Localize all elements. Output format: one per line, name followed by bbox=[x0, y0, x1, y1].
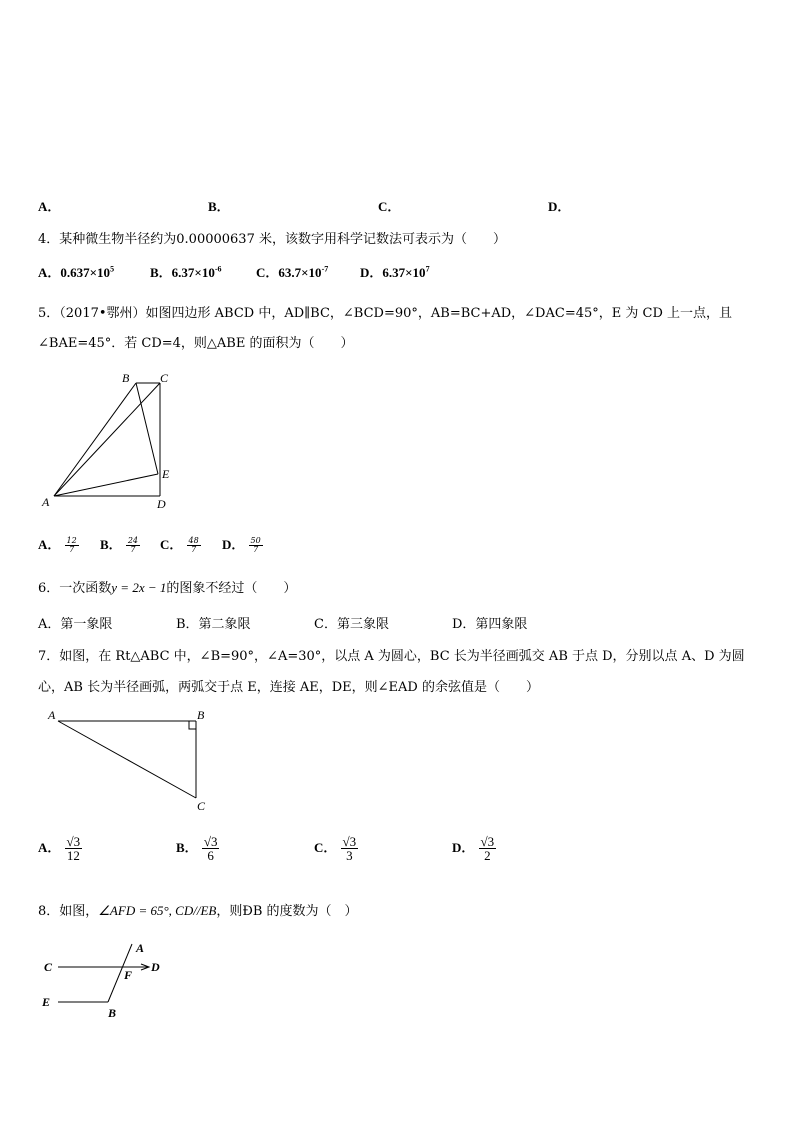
q8-label-f: F bbox=[124, 968, 133, 982]
q5-label-e: E bbox=[162, 467, 170, 481]
q8-label-b: B bbox=[108, 1006, 117, 1020]
q8-label-a: A bbox=[136, 941, 145, 955]
q4-option-b: B．$6.37\times 10^{-6}$ bbox=[150, 264, 222, 280]
q6-stem: 6．一次函数y = 2x − 1的图象不经过（ ） bbox=[38, 580, 297, 596]
q5-option-a: A． $\frac{12}{7}$ bbox=[38, 536, 77, 554]
q6-option-b: B．第二象限 bbox=[176, 617, 251, 632]
q5-label-c: C bbox=[160, 371, 169, 385]
q7-figure bbox=[44, 706, 216, 816]
q3-option-b: B． bbox=[208, 199, 230, 214]
q6-option-d: D．第四象限 bbox=[452, 617, 528, 632]
q6-option-a: A．第一象限 bbox=[38, 617, 113, 632]
q5-label-d: D bbox=[157, 497, 166, 511]
q7-label-b: B bbox=[197, 708, 205, 722]
q5-option-b: B． $\frac{24}{7}$ bbox=[100, 536, 138, 554]
q7-stem-line1: 7．如图，在 Rt△ABC 中，∠B=90°，∠A=30°，以点 A 为圆心，BC 长为半径画弧交 AB 于点 D，分别以点 A、D 为圆 bbox=[38, 649, 745, 664]
q6-option-c: C．第三象限 bbox=[314, 617, 389, 632]
q3-option-c: C． bbox=[378, 199, 401, 214]
q5-figure bbox=[38, 368, 178, 513]
q4-option-c-wrap bbox=[256, 262, 328, 281]
q3-option-a: A． bbox=[38, 199, 61, 214]
q7-stem-line2: 心，AB 长为半径画弧，两弧交于点 E，连接 AE，DE，则∠EAD 的余弦值是（ ） bbox=[38, 680, 539, 695]
q4-option-c: C．$63.7\times 10^{-7}$ bbox=[256, 264, 329, 280]
q4-options bbox=[38, 262, 114, 281]
q8-label-e: E bbox=[42, 995, 51, 1009]
q5-label-a: A bbox=[42, 495, 50, 509]
q7-option-c: C． $\frac{√3}{3}$ bbox=[314, 834, 357, 863]
q5-option-d: D． $\frac{50}{7}$ bbox=[222, 536, 261, 554]
q7-label-c: C bbox=[197, 799, 206, 813]
q4-stem: 4．某种微生物半径约为0.00000637 米，该数字用科学记数法可表示为（ ） bbox=[38, 232, 506, 247]
q4-option-d-wrap bbox=[360, 262, 430, 281]
q8-stem: 8．如图，∠AFD = 65°, CD//EB，则ÐB 的度数为（ ） bbox=[38, 903, 358, 919]
q4-option-b-wrap bbox=[150, 262, 222, 281]
q8-label-d: D bbox=[151, 960, 160, 974]
q5-stem-line2: ∠BAE=45°．若 CD=4，则△ABE 的面积为（ ） bbox=[38, 336, 354, 351]
q5-label-b: B bbox=[122, 371, 130, 385]
q8-figure bbox=[38, 938, 178, 1028]
q7-label-a: A bbox=[48, 708, 56, 722]
q8-label-c: C bbox=[44, 960, 53, 974]
q5-option-c: C． $\frac{48}{7}$ bbox=[160, 536, 199, 554]
q7-option-d: D． $\frac{√3}{2}$ bbox=[452, 834, 495, 863]
q4-option-d: D．$6.37\times 10^7$ bbox=[360, 264, 430, 280]
q7-option-a: A． $\frac{√3}{12}$ bbox=[38, 834, 81, 863]
q3-option-d: D． bbox=[548, 199, 571, 214]
q5-stem-line1: 5．（2017•鄂州）如图四边形 ABCD 中，AD∥BC，∠BCD=90°，AB=BC+AD，∠DAC=45°，E 为 CD 上一点，且 bbox=[38, 306, 733, 321]
q7-option-b: B． $\frac{√3}{6}$ bbox=[176, 834, 218, 863]
q4-option-a: A．$0.637\times 10^5$ bbox=[38, 264, 115, 280]
